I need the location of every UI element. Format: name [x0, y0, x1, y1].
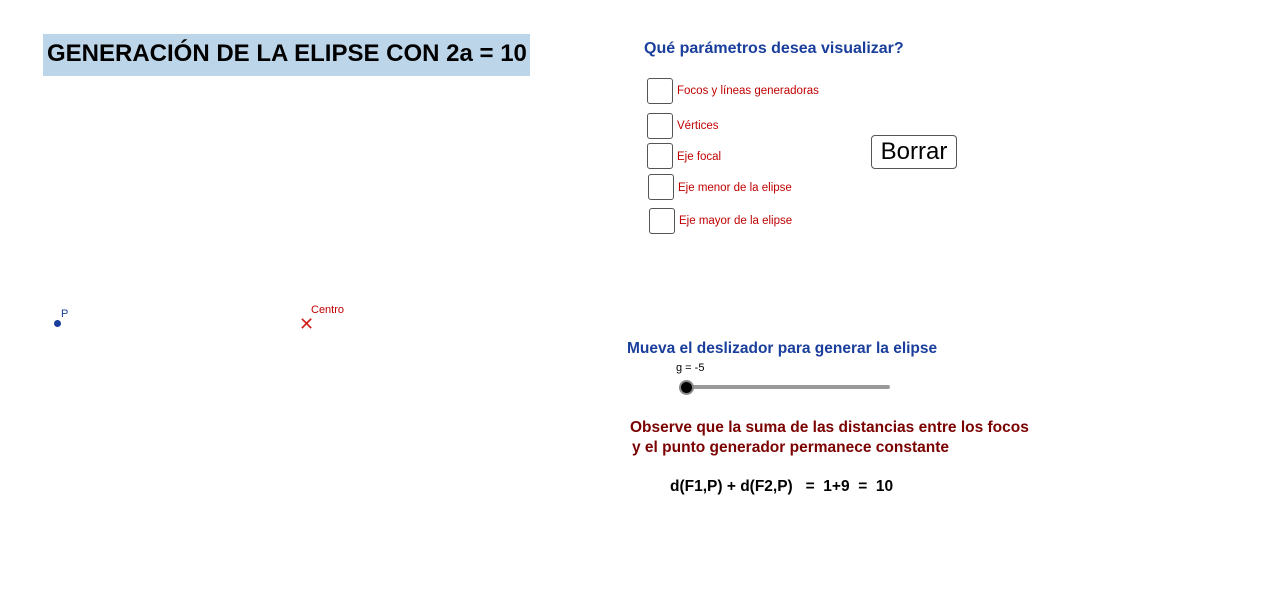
distance-formula: d(F1,P) + d(F2,P) = 1+9 = 10: [670, 478, 894, 495]
checkbox-eje-menor[interactable]: [648, 174, 674, 200]
slider-value-label: g = -5: [676, 362, 705, 374]
checkbox-label-eje-mayor[interactable]: Eje mayor de la elipse: [679, 215, 793, 227]
slider-track[interactable]: [686, 385, 890, 389]
slider-title: Mueva el deslizador para generar la elipse: [627, 340, 938, 357]
checkbox-label-eje-menor[interactable]: Eje menor de la elipse: [678, 182, 792, 194]
page-title: GENERACIÓN DE LA ELIPSE CON 2a = 10: [43, 34, 530, 76]
checkbox-vertices[interactable]: [647, 113, 673, 139]
point-p[interactable]: [54, 320, 61, 327]
centro-label: Centro: [311, 304, 345, 316]
slider-knob[interactable]: [679, 380, 694, 395]
observation-line-2: y el punto generador permanece constante: [632, 439, 949, 456]
clear-button[interactable]: Borrar: [871, 135, 957, 169]
checkbox-eje-focal[interactable]: [647, 143, 673, 169]
params-question: Qué parámetros desea visualizar?: [644, 40, 904, 57]
checkbox-label-focos[interactable]: Focos y líneas generadoras: [677, 85, 819, 97]
checkbox-eje-mayor[interactable]: [649, 208, 675, 234]
point-p-label: P: [61, 308, 69, 320]
checkbox-label-eje-focal[interactable]: Eje focal: [677, 151, 722, 163]
observation-line-1: Observe que la suma de las distancias entre los focos: [630, 419, 1029, 436]
checkbox-label-vertices[interactable]: Vértices: [677, 120, 719, 132]
checkbox-focos[interactable]: [647, 78, 673, 104]
centro-marker-icon[interactable]: ✕: [299, 314, 315, 334]
